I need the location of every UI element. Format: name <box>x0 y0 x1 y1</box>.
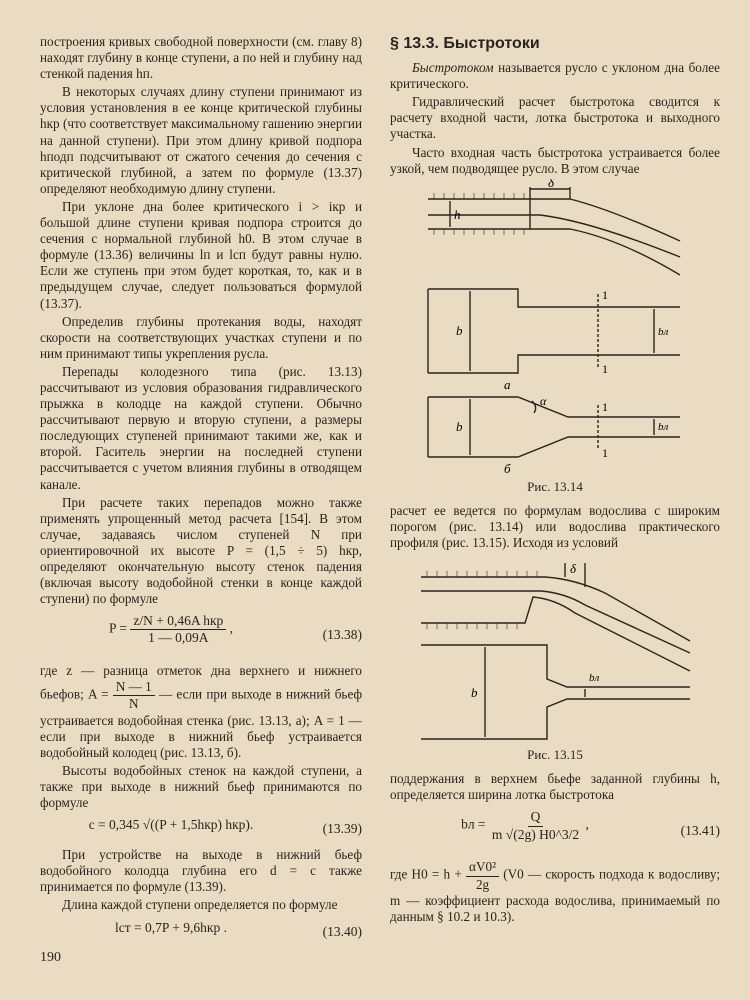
formula-denominator: N <box>129 696 139 712</box>
width-label: b <box>456 322 463 338</box>
figure-caption: Рис. 13.14 <box>527 478 583 494</box>
paragraph: расчет ее ведется по формулам водослива с широким порогом (рис. 13.14) или водослива практического профиля (рис. 13.15). Исходя из условий <box>390 502 720 551</box>
page-number: 190 <box>40 950 61 965</box>
subfigure-label-a: а <box>504 376 511 392</box>
delta-label: δ <box>570 561 577 577</box>
section-heading: § 13.3. Быстротоки <box>390 35 540 52</box>
formula-lhs: bл = <box>461 817 486 833</box>
delta-label: δ <box>548 178 555 190</box>
flow-surface <box>428 215 680 257</box>
subfigure-label-b: б <box>504 460 511 475</box>
section-label: 1 <box>602 361 608 376</box>
channel-bed <box>530 229 680 275</box>
formula-denominator: m √(2g) H0^3/2 <box>491 826 580 842</box>
formula-label: (13.38) <box>322 627 362 643</box>
figure-caption: Рис. 13.15 <box>527 747 583 763</box>
formula-denominator: 1 — 0,09A <box>148 630 209 646</box>
formula-13-39 <box>40 817 362 841</box>
formula-tail: , <box>585 817 589 833</box>
width-label: b <box>471 685 478 701</box>
section-label: 1 <box>602 287 608 302</box>
channel-width-label: bл <box>589 672 600 685</box>
water-surface <box>530 199 680 241</box>
formula-fraction <box>466 859 499 892</box>
formula-lhs: P = <box>108 620 127 636</box>
formula-label: (13.40) <box>322 923 362 939</box>
width-label: b <box>456 418 463 434</box>
paragraph: поддержания в верхнем бьефе заданной глубины h, определяется ширина лотка быстротока <box>390 771 720 803</box>
paragraph-text: где z — разница отметок дна верхнего и нижнего бьефов; <box>40 663 362 702</box>
paragraph: При уклоне дна более критического i > iкр и большой длине ступени кривая подпора строится до сечения с нормальной глубиной h0. В этом случае в формуле (13.36) величины lп и lсп будут равны нулю. Если же ступень при этом будет короткая, то, как и в предыдущем случае, следует пользоваться формулой (13.37). <box>40 198 362 311</box>
formula-numerator: N — 1 <box>113 679 155 696</box>
formula-label: (13.39) <box>322 821 362 837</box>
formula-13-38 <box>40 613 362 657</box>
formula-fraction <box>130 613 226 646</box>
formula-label: (13.41) <box>680 823 720 839</box>
paragraph <box>40 663 362 761</box>
channel-width-label: bл <box>658 420 669 433</box>
paragraph: Определив глубины протекания воды, находят скорости на соответствующих участках ступени и по ним принимают типы укрепления русла. <box>40 313 362 361</box>
paragraph: В некоторых случаях длину ступени принимают из условия установления в ее конце критической глубины hкр (что соответствует максимальному гашению энергии на данной ступени). При этом длину кривой подпора hподп подсчитывают от сжатого сечения до сечения с критической глубиной, а затем по формуле (13.37) определяют необходимую длину ступени. <box>40 84 362 196</box>
plan-bottom-wall <box>421 699 690 739</box>
water-surface <box>421 577 690 641</box>
paragraph <box>390 859 720 924</box>
flow-surface <box>421 591 690 653</box>
paragraph: Перепады колодезного типа (рис. 13.13) рассчитывают из условия образования гидравлического прыжка в колодце на каждой ступени. Обычно рассчитывают первую и вторую ступени, а размеры последующих ступеней принимают такими же, как и второй. Гаситель энергии на последней ступени рассчитывается с учетом влияния глубины в отводящем канале. <box>40 363 362 492</box>
section-label: 1 <box>602 445 608 460</box>
left-column <box>40 34 362 950</box>
formula-denominator: 2g <box>475 876 490 892</box>
paragraph-text: — если при выходе в нижний бьеф устраивается водобойная стенка (рис. 13.13, а); A = 1 — если при выходе в нижний бьеф устраивается водобойный колодец (рис. 13.13, б). <box>40 687 363 760</box>
paragraph: Высоты водобойных стенок на каждой ступени, а также при выходе в нижний бьеф принимаются по формуле <box>40 762 362 811</box>
paragraph <box>390 60 720 92</box>
paragraph-text: (V0 — скорость подхода к водосливу; m — коэффициент расхода водослива, принимаемый по данным § 10.2 и 10.3). <box>390 867 721 924</box>
paragraph: Длина каждой ступени определяется по формуле <box>62 897 338 913</box>
formula-lhs: A = <box>88 687 109 702</box>
formula-fraction <box>113 679 155 712</box>
figure-13-15 <box>415 553 695 743</box>
paragraph: Гидравлический расчет быстротока сводится к расчету входной части, лотка быстротока и выходного участка. <box>390 94 720 142</box>
formula-numerator: αV0² <box>466 859 499 876</box>
plan-b-top-wall <box>428 397 680 417</box>
formula-13-40 <box>40 920 362 944</box>
formula-body: lст = 0,7P + 9,6hкр . <box>115 919 227 935</box>
formula-numerator: Q <box>528 809 544 826</box>
channel-width-label: bл <box>658 325 669 338</box>
formula-fraction <box>489 809 582 842</box>
plan-a-top-wall <box>428 289 680 307</box>
right-column <box>390 34 720 927</box>
formula-numerator: z/N + 0,46A hкр <box>130 613 226 630</box>
paragraph: построения кривых свободной поверхности (см. главу 8) находят глубину в конце ступени, а по ней и глубину над стенкой падения hп. <box>40 34 362 82</box>
inlet-channel-profile <box>428 199 530 229</box>
plan-b-bottom-wall <box>428 437 680 457</box>
paragraph-text: называется русло с уклоном дна более критического. <box>390 60 720 92</box>
formula-body: c = 0,345 √((P + 1,5hкр) hкр). <box>88 817 254 833</box>
paragraph: Часто входная часть быстротока устраивается более узкой, чем подводящее русло. В этом случае <box>390 144 720 176</box>
term: Быстротоком <box>412 60 494 76</box>
formula-tail: , <box>229 620 234 636</box>
angle-label: α <box>540 393 547 408</box>
formula-13-41 <box>390 809 720 853</box>
plan-a-bottom-wall <box>428 355 680 373</box>
depth-label: h <box>454 206 461 222</box>
paragraph: При расчете таких перепадов можно также применять упрощенный метод расчета [154]. В этом случае, задаваясь числом ступеней N при ориентировочной их высоте P = (1,5 ÷ 5) hкр, определяют окончательную высоту стенок падения (включая высоту водобойной стенки в конце каждой ступени) по формуле <box>40 494 362 607</box>
figure-13-14 <box>420 179 690 475</box>
paragraph: При устройстве на выходе в нижний бьеф водобойного колодца глубина его d = c также принимается по формуле (13.39). <box>40 847 362 895</box>
section-label: 1 <box>602 399 608 414</box>
paragraph-text: где H0 = h + <box>390 867 462 883</box>
